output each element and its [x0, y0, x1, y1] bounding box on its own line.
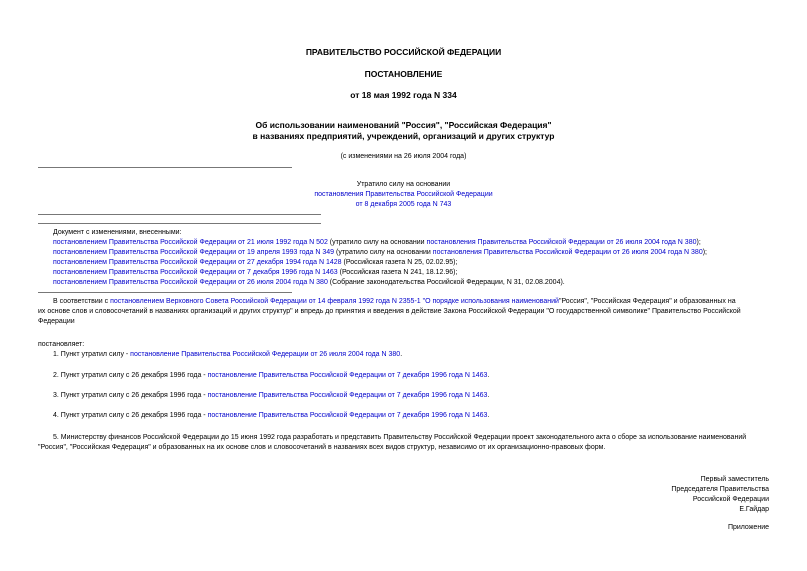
document-date-number: от 18 мая 1992 года N 334	[350, 90, 457, 100]
amendment-item: постановлением Правительства Российской Федерации от 27 декабря 1994 года N 1428 (Российская газета N 25, 02.02.95);	[53, 259, 458, 266]
preamble-line-2: их основе слов и словосочетаний в названиях организаций и других структур" и впредь до принятия и введения в действие Закона Российской Федерации "О государственной символике" Правительство Российской	[38, 308, 741, 315]
void-decree-link[interactable]: постановления Правительства Российской Федерации	[314, 191, 493, 198]
point-4-link[interactable]: постановление Правительства Российской Федерации от 7 декабря 1996 года N 1463	[207, 412, 488, 419]
amendment-link[interactable]: постановлением Правительства Российской Федерации от 7 декабря 1996 года N 1463	[53, 269, 338, 276]
amendment-link[interactable]: постановлением Правительства Российской Федерации от 26 июля 2004 года N 380	[53, 279, 328, 286]
preamble-line-1: В соответствии с постановлением Верховного Совета Российской Федерации от 14 февраля 1992 года N 2355-1 "О порядке использования наименований"Россия", "Российская Федерация" и образованных на	[53, 298, 736, 305]
amendment-item: постановлением Правительства Российской Федерации от 26 июля 2004 года N 380 (Собрание законодательства Российской Федерации, N 31, 02.08.2004).	[53, 279, 565, 286]
amendment-link[interactable]: постановлением Правительства Российской Федерации от 21 июля 1992 года N 502	[53, 239, 328, 246]
changes-note: (с изменениями на 26 июля 2004 года)	[340, 153, 467, 160]
document-title-line-1: Об использовании наименований "Россия", "Российская Федерация"	[255, 120, 552, 130]
supreme-council-decree-link[interactable]: постановлением Верховного Совета Российской Федерации от 14 февраля 1992 года N 2355-1 "О порядке использования наименований	[110, 298, 559, 305]
divider	[38, 223, 321, 224]
divider	[38, 292, 292, 293]
appendix-label: Приложение	[727, 524, 769, 531]
point-5-line-2: "Россия", "Российская Федерация" и образованных на их основе слов и словосочетаний в названиях всех видов структур, независимо от их организационно-правовых форм.	[38, 444, 606, 451]
amendment-repeal-link[interactable]: постановления Правительства Российской Федерации от 26 июля 2004 года N 380	[426, 239, 697, 246]
signature-line-3: Российской Федерации	[692, 496, 769, 503]
signature-name: Е.Гайдар	[739, 506, 769, 513]
amendment-repeal-link[interactable]: постановления Правительства Российской Федерации от 26 июля 2004 года N 380	[432, 249, 703, 256]
point-2-link[interactable]: постановление Правительства Российской Федерации от 7 декабря 1996 года N 1463	[207, 372, 488, 379]
document-type: ПОСТАНОВЛЕНИЕ	[364, 69, 443, 79]
point-3-link[interactable]: постановление Правительства Российской Федерации от 7 декабря 1996 года N 1463	[207, 392, 488, 399]
amendment-item: постановлением Правительства Российской Федерации от 7 декабря 1996 года N 1463 (Российская газета N 241, 18.12.96);	[53, 269, 458, 276]
divider	[38, 214, 321, 215]
document-title-line-2: в названиях предприятий, учреждений, организаций и других структур	[252, 131, 555, 141]
amendment-item: постановлением Правительства Российской Федерации от 21 июля 1992 года N 502 (утратило силу на основании постановления Правительства Российской Федерации от 26 июля 2004 года N 380);	[53, 239, 701, 246]
void-notice: Утратило силу на основании	[356, 181, 451, 188]
point-5-line-1: 5. Министерству финансов Российской Федерации до 15 июня 1992 года разработать и представить Правительству Российской Федерации проект законодательного акта о сборе за использование наименований	[53, 434, 747, 441]
point-2: 2. Пункт утратил силу с 26 декабря 1996 года - постановление Правительства Российской Федерации от 7 декабря 1996 года N 1463.	[53, 372, 490, 379]
void-decree-date-link[interactable]: от 8 декабря 2005 года N 743	[355, 201, 452, 208]
amendment-item: постановлением Правительства Российской Федерации от 19 апреля 1993 года N 349 (утратило силу на основании постановления Правительства Российской Федерации от 26 июля 2004 года N 380);	[53, 249, 707, 256]
amendment-link[interactable]: постановлением Правительства Российской Федерации от 19 апреля 1993 года N 349	[53, 249, 335, 256]
point-1: 1. Пункт утратил силу - постановление Правительства Российской Федерации от 26 июля 2004 года N 380.	[53, 351, 403, 358]
government-heading: ПРАВИТЕЛЬСТВО РОССИЙСКОЙ ФЕДЕРАЦИИ	[305, 47, 502, 57]
divider	[38, 167, 292, 168]
point-4: 4. Пункт утратил силу с 26 декабря 1996 года - постановление Правительства Российской Федерации от 7 декабря 1996 года N 1463.	[53, 412, 490, 419]
signature-line-2: Председателя Правительства	[671, 486, 769, 493]
decree-word: постановляет:	[38, 341, 85, 348]
point-3: 3. Пункт утратил силу с 26 декабря 1996 года - постановление Правительства Российской Федерации от 7 декабря 1996 года N 1463.	[53, 392, 490, 399]
amendments-intro: Документ с изменениями, внесенными:	[53, 229, 182, 236]
amendment-link[interactable]: постановлением Правительства Российской Федерации от 27 декабря 1994 года N 1428	[53, 259, 342, 266]
point-1-link[interactable]: постановление Правительства Российской Федерации от 26 июля 2004 года N 380	[130, 351, 401, 358]
preamble-line-3: Федерации	[38, 318, 75, 325]
signature-line-1: Первый заместитель	[700, 476, 769, 483]
